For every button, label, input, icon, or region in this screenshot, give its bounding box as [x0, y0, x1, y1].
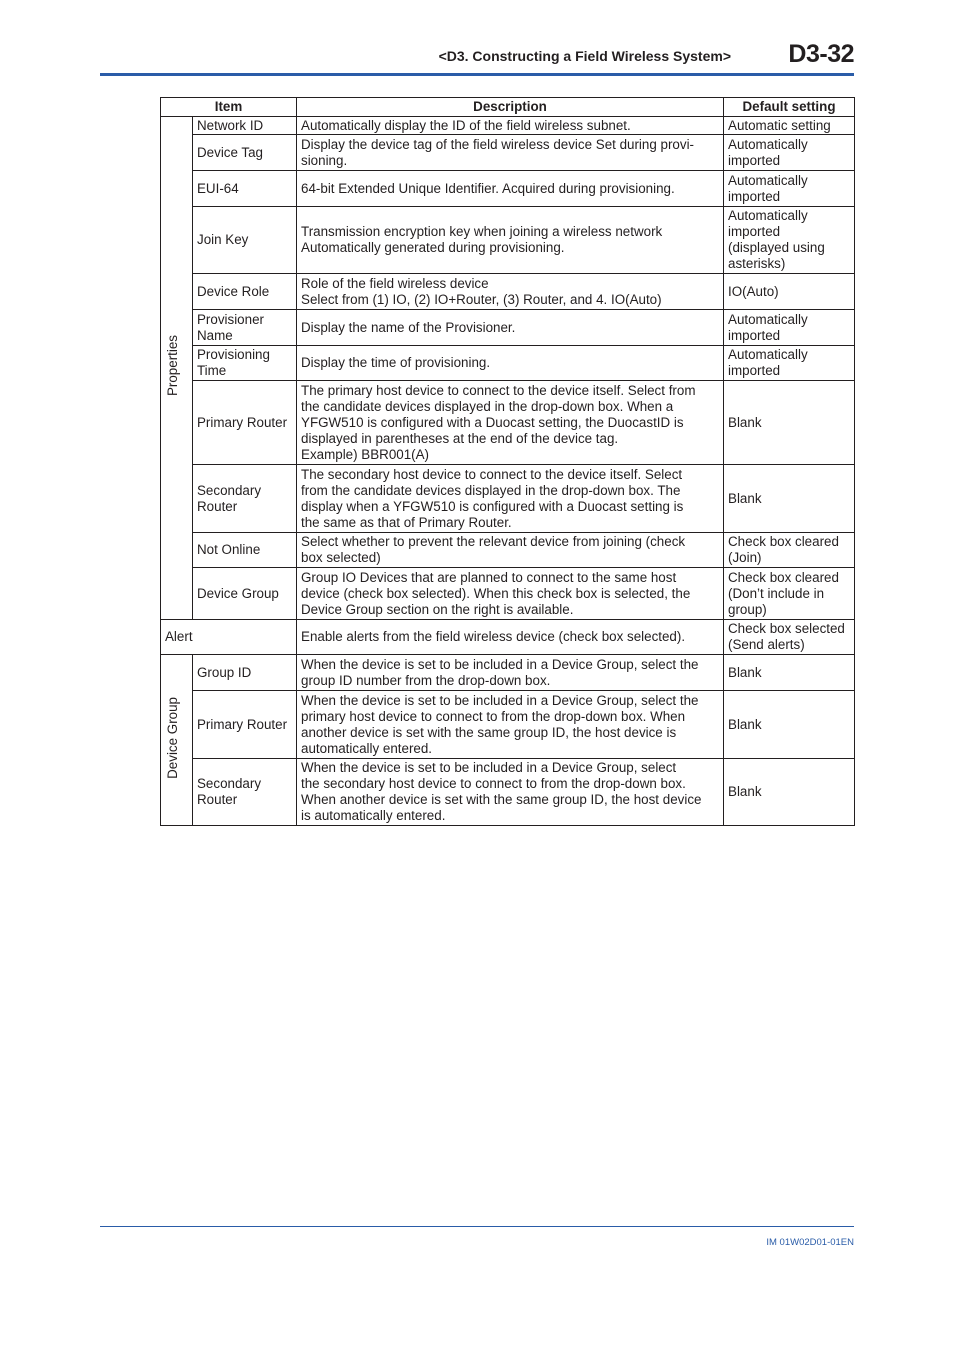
- row-default: Automatic setting: [724, 117, 855, 135]
- row-item: Provisioning Time: [193, 346, 297, 381]
- row-default: Blank: [724, 691, 855, 759]
- row-item: Group ID: [193, 655, 297, 691]
- table-row: [161, 655, 855, 691]
- table-row: [161, 568, 855, 620]
- group-label-properties: Properties: [161, 117, 193, 620]
- row-default: Blank: [724, 655, 855, 691]
- group-label-device-group: Device Group: [161, 655, 193, 826]
- header-divider: [100, 73, 854, 76]
- table-row: [161, 117, 855, 135]
- row-default: Blank: [724, 381, 855, 465]
- row-default: Automatically imported: [724, 171, 855, 207]
- row-description: Automatically display the ID of the field wireless subnet.: [297, 117, 724, 135]
- row-description: When the device is set to be included in a Device Group, select the secondary host device to connect to from the drop-down box. When another device is set with the same group ID, the host device is automatically entered.: [297, 759, 724, 826]
- row-description: Transmission encryption key when joining a wireless network Automatically generated during provisioning.: [297, 207, 724, 274]
- row-description: When the device is set to be included in a Device Group, select the group ID number from the drop-down box.: [297, 655, 724, 691]
- table-row: [161, 381, 855, 465]
- row-description: Display the time of provisioning.: [297, 346, 724, 381]
- row-default: Check box selected (Send alerts): [724, 620, 855, 655]
- row-item: EUI-64: [193, 171, 297, 207]
- row-default: Automatically imported: [724, 135, 855, 171]
- footer-divider: [100, 1226, 854, 1227]
- column-header-item: Item: [161, 98, 297, 117]
- row-description: Display the name of the Provisioner.: [297, 310, 724, 346]
- table-row: [161, 759, 855, 826]
- row-description: Enable alerts from the field wireless device (check box selected).: [297, 620, 724, 655]
- table-row: [161, 691, 855, 759]
- document-code: IM 01W02D01-01EN: [766, 1237, 854, 1248]
- row-item: Device Role: [193, 274, 297, 310]
- row-item: Not Online: [193, 533, 297, 568]
- row-default: Automatically imported (displayed using asterisks): [724, 207, 855, 274]
- row-description: Role of the field wireless device Select from (1) IO, (2) IO+Router, (3) Router, and 4. IO(Auto): [297, 274, 724, 310]
- table-row: [161, 135, 855, 171]
- row-description: Display the device tag of the field wireless device Set during provi- sioning.: [297, 135, 724, 171]
- column-header-description: Description: [297, 98, 724, 117]
- settings-table: [160, 97, 855, 826]
- row-description: 64-bit Extended Unique Identifier. Acquired during provisioning.: [297, 171, 724, 207]
- row-item: Secondary Router: [193, 759, 297, 826]
- row-item: Primary Router: [193, 691, 297, 759]
- row-item: Provisioner Name: [193, 310, 297, 346]
- row-default: Automatically imported: [724, 310, 855, 346]
- row-description: Group IO Devices that are planned to connect to the same host device (check box selected). When this check box is selected, the Device Group section on the right is available.: [297, 568, 724, 620]
- row-default: Automatically imported: [724, 346, 855, 381]
- column-header-default: Default setting: [724, 98, 855, 117]
- row-description: When the device is set to be included in a Device Group, select the primary host device to connect to from the drop-down box. When another device is set with the same group ID, the host device is automatically entered.: [297, 691, 724, 759]
- page-number: D3-32: [788, 40, 854, 68]
- row-default: Check box cleared (Don’t include in group): [724, 568, 855, 620]
- table-row: [161, 346, 855, 381]
- table-row: [161, 171, 855, 207]
- table-header-row: [161, 98, 855, 117]
- section-title: <D3. Constructing a Field Wireless System>: [438, 48, 731, 64]
- table-row: [161, 207, 855, 274]
- row-item: Primary Router: [193, 381, 297, 465]
- table-row: [161, 310, 855, 346]
- row-default: Check box cleared (Join): [724, 533, 855, 568]
- table-row: [161, 465, 855, 533]
- row-description: The primary host device to connect to the device itself. Select from the candidate devices displayed in the drop-down box. When a YFGW510 is configured with a Duocast setting, the DuocastID is displayed in parentheses at the end of the device tag. Example) BBR001(A): [297, 381, 724, 465]
- row-item: Join Key: [193, 207, 297, 274]
- row-item: Secondary Router: [193, 465, 297, 533]
- row-item: Device Tag: [193, 135, 297, 171]
- row-item: Device Group: [193, 568, 297, 620]
- row-default: IO(Auto): [724, 274, 855, 310]
- row-description: The secondary host device to connect to the device itself. Select from the candidate devices displayed in the drop-down box. The display when a YFGW510 is configured with a Duocast setting is the same as that of Primary Router.: [297, 465, 724, 533]
- row-description: Select whether to prevent the relevant device from joining (check box selected): [297, 533, 724, 568]
- table-row: [161, 274, 855, 310]
- row-default: Blank: [724, 759, 855, 826]
- table-row: [161, 533, 855, 568]
- table-row: [161, 620, 855, 655]
- row-item: Network ID: [193, 117, 297, 135]
- row-default: Blank: [724, 465, 855, 533]
- group-label-alert: Alert: [161, 620, 297, 655]
